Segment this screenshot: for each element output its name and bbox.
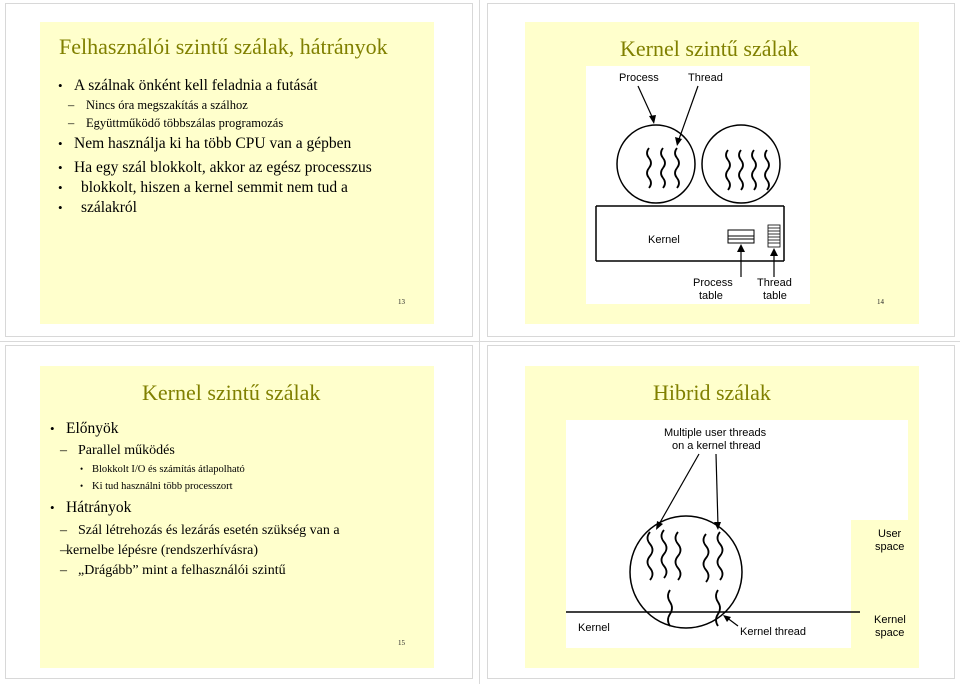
kernel-thread-label: Kernel thread (740, 626, 807, 638)
sub-bullet-item: – Parallel működés (50, 441, 430, 461)
sub-bullet-item: – „Drágább” mint a felhasználói szintű (50, 561, 430, 581)
sub-bullet-item: – Szál létrehozás és lezárás esetén szükség van a (50, 521, 430, 541)
thread-label: Thread (688, 72, 723, 84)
sub-bullet-item: – Nincs óra megszakítás a szálhoz (58, 96, 428, 114)
slide-title: Hibrid szálak (653, 380, 771, 405)
multi-threads-label: Multiple user threads on a kernel thread (664, 427, 767, 452)
process-table-label: Process table (693, 277, 733, 302)
bullet-item: • Hátrányok (50, 498, 430, 518)
vertical-separator (479, 0, 480, 684)
sub-sub-bullet-item: • Blokkolt I/O és számítás átlapolható (50, 461, 430, 478)
kernel-label: Kernel (578, 622, 610, 634)
bullet-continuation: • blokkolt, hiszen a kernel semmit nem tud a (58, 178, 428, 198)
kernel-threads-diagram (586, 66, 810, 304)
hybrid-threads-diagram (566, 420, 918, 648)
horizontal-separator (0, 341, 960, 342)
kernel-label: Kernel (648, 234, 680, 246)
bullet-continuation: • szálakról (58, 198, 428, 218)
bullet-item: • A szálnak önként kell feladnia a futását (58, 76, 428, 96)
sub-bullet-item: – Együttműködő többszálas programozás (58, 114, 428, 132)
bullet-item: • Előnyök (50, 419, 430, 439)
thread-table-label: Thread table (757, 277, 792, 302)
page-number: 15 (398, 639, 405, 647)
slide-title: Kernel szintű szálak (142, 380, 321, 405)
sub-sub-bullet-item: • Ki tud használni több processzort (50, 478, 430, 495)
sub-bullet-continuation: – kernelbe lépésre (rendszerhívásra) (50, 541, 430, 561)
user-space-label: User space (875, 528, 905, 553)
bullet-item: • Nem használja ki ha több CPU van a gépben (58, 134, 428, 154)
slide-13 (40, 22, 434, 324)
bullet-item: • Ha egy szál blokkolt, akkor az egész processzus (58, 158, 428, 178)
process-label: Process (619, 72, 659, 84)
kernel-space-label: Kernel space (874, 614, 906, 639)
page-number: 14 (877, 298, 884, 306)
slide-title: Kernel szintű szálak (620, 36, 799, 61)
slide-title: Felhasználói szintű szálak, hátrányok (59, 34, 388, 59)
page-number: 13 (398, 298, 405, 306)
